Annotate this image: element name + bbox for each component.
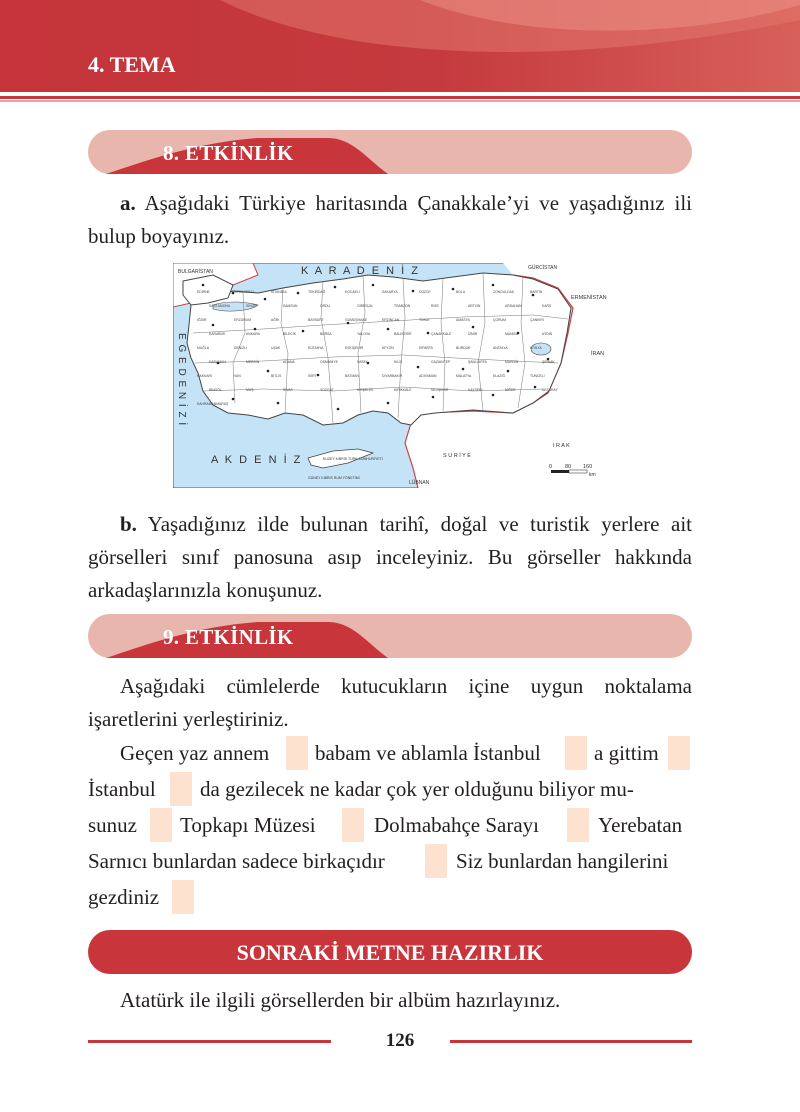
city-label: TUNCELİ [530, 374, 545, 378]
city-label: KOCAELİ [345, 290, 360, 294]
next-text-prep-title: SONRAKİ METNE HAZIRLIK [236, 940, 544, 965]
city-label: KARABÜK [209, 332, 226, 336]
footer-line-right [450, 1040, 692, 1043]
city-label: ADANA [283, 360, 295, 364]
punctuation-box[interactable] [567, 808, 589, 842]
city-label: SAKARYA [382, 290, 398, 294]
exercise-line-3: sunuz Topkapı Müzesi Dolmabahçe Sarayı Yerebatan [88, 808, 692, 842]
city-label: ERZİNCAN [382, 318, 400, 322]
activity-8a-text: a. Aşağıdaki Türkiye haritasında Çanakkale’yi ve yaşadığınız ili bulup boyayınız. [88, 191, 692, 248]
city-label: AĞRI [271, 318, 280, 322]
city-label: ORDU [320, 304, 330, 308]
city-label: AMASYA [456, 318, 470, 322]
label-ege: E G E D E N İ Z İ [176, 333, 187, 427]
city-label: BAYBURT [308, 318, 324, 322]
city-label: KAHRAMANMARAŞ [197, 402, 229, 406]
city-label: OSMANİYE [320, 360, 338, 364]
city-label: EDİRNE [197, 290, 210, 294]
city-label: NİĞDE [505, 388, 516, 392]
city-label: MANİSA [505, 332, 518, 336]
city-label: ŞANLIURFA [468, 360, 487, 364]
city-label: KIRIKKALE [394, 388, 412, 392]
city-label: BİLECİK [283, 332, 297, 336]
city-label: İZMİR [468, 332, 478, 336]
city-label: ÇANAKKALE [431, 332, 452, 336]
city-label: BURSA [320, 332, 332, 336]
punctuation-box[interactable] [172, 880, 194, 914]
page-number: 126 [385, 1030, 415, 1051]
city-label: BALIKESİR [394, 332, 412, 336]
city-label: BATMAN [345, 374, 359, 378]
next-text-prep-bar [88, 930, 692, 974]
city-label: HAKKARİ [197, 374, 212, 378]
punctuation-box[interactable] [286, 736, 308, 770]
city-label: ESKİŞEHİR [345, 346, 364, 350]
city-label: HATAY [357, 360, 368, 364]
city-label: ISPARTA [419, 346, 433, 350]
city-label: SİNOP [246, 304, 257, 308]
city-label: TRABZON [394, 304, 411, 308]
activity-9-bar [88, 614, 692, 658]
punctuation-box[interactable] [425, 844, 447, 878]
city-label: ÇANKIRI [530, 318, 544, 322]
city-label: UŞAK [271, 346, 281, 350]
city-label: MERSİN [246, 360, 260, 364]
city-label: KİLİS [394, 360, 403, 364]
exercise-line-1: Geçen yaz annem babam ve ablamla İstanbul a gittim [88, 736, 692, 770]
city-label: KIRKLARELİ [234, 290, 254, 294]
city-label: İSTANBUL [271, 290, 288, 294]
label-kibris: KUZEY KIBRIS TÜRK CUMHURİYETİ [323, 457, 383, 461]
city-label: BARTIN [530, 290, 543, 294]
label-bulgaristan: BULGARİSTAN [178, 269, 213, 275]
svg-text:80: 80 [565, 464, 572, 470]
city-label: BİNGÖL [209, 388, 222, 392]
activity-9-title: 9. ETKİNLİK [163, 625, 294, 649]
activity-8b-text: b. Yaşadığınız ilde bulunan tarihî, doğal ve turistik yerlere ait görselleri sınıf panosuna asıp inceleyiniz. Bu görseller hakkında arkadaşlarınızla konuşunuz. [88, 512, 692, 602]
svg-text:160: 160 [583, 464, 593, 470]
city-label: KAYSERİ [468, 388, 483, 392]
city-label: KÜTAHYA [308, 346, 324, 350]
label-irak: I R A K [553, 443, 570, 449]
punctuation-box[interactable] [170, 772, 192, 806]
city-label: YOZGAT [320, 388, 334, 392]
city-label: ANTALYA [493, 346, 508, 350]
city-label: BOLU [456, 290, 466, 294]
city-label: SİVAS [283, 388, 293, 392]
city-label: TEKİRDAĞ [308, 290, 326, 294]
city-label: SAMSUN [283, 304, 298, 308]
city-label: KIRŞEHİR [357, 388, 374, 392]
punctuation-box[interactable] [668, 736, 690, 770]
city-label: AFYON [382, 346, 394, 350]
city-label: ARDAHAN [505, 304, 522, 308]
next-text-prep-text: Atatürk ile ilgili görsellerden bir albüm hazırlayınız. [120, 988, 561, 1012]
label-karadeniz: K A R A D E N İ Z [301, 265, 420, 277]
label-lubnan: LÜBNAN [409, 480, 430, 486]
city-label: GİRESUN [357, 304, 373, 308]
exercise-line-5: gezdiniz [88, 880, 692, 914]
label-gurcistan: GÜRCİSTAN [528, 265, 558, 271]
city-label: AKSARAY [542, 388, 558, 392]
punctuation-box[interactable] [150, 808, 172, 842]
city-label: ŞIRNAK [542, 360, 555, 364]
city-label: NEVŞEHİR [431, 388, 449, 392]
city-label: YALOVA [357, 332, 371, 336]
city-label: ELAZIĞ [493, 374, 506, 378]
punctuation-box[interactable] [342, 808, 364, 842]
city-label: DÜZCE [419, 290, 431, 294]
city-label: VAN [234, 374, 241, 378]
theme-title: 4. TEMA [88, 52, 176, 77]
page-header [0, 0, 800, 110]
city-label: ÇORUM [493, 318, 506, 322]
city-label: MUŞ [246, 388, 254, 392]
city-label: ANKARA [246, 332, 260, 336]
activity-9-instruction: Aşağıdaki cümlelerde kutucukların içine uygun noktalama işaretlerini yerleştiriniz. [88, 674, 692, 731]
city-label: KONYA [530, 346, 542, 350]
city-label: ERZURUM [234, 318, 251, 322]
city-label: TOKAT [419, 318, 430, 322]
city-label: ZONGULDAK [493, 290, 515, 294]
label-iran: İRAN [591, 351, 605, 357]
label-ermenistan: ERMENİSTAN [571, 295, 607, 301]
svg-text:km: km [589, 472, 596, 478]
city-label: MALATYA [456, 374, 472, 378]
activity-8-bar [88, 130, 692, 174]
city-label: ARTVİN [468, 304, 481, 308]
city-label: KASTAMONU [209, 304, 231, 308]
city-label: IĞDIR [197, 318, 207, 322]
city-label: KARAMAN [209, 360, 226, 364]
city-label: BİTLİS [271, 374, 282, 378]
city-label: AYDIN [542, 332, 553, 336]
footer-line-left [88, 1040, 331, 1043]
city-label: DENİZLİ [234, 346, 247, 350]
city-label: SİİRT [308, 374, 317, 378]
exercise-line-2: İstanbul da gezilecek ne kadar çok yer olduğunu biliyor mu- [88, 772, 692, 806]
city-label: GAZİANTEP [431, 360, 451, 364]
label-guney-kibris: GÜNEY KIBRIS RUM YÖNETİMİ [308, 476, 360, 480]
city-label: RİZE [431, 304, 439, 308]
activity-8-title: 8. ETKİNLİK [163, 141, 294, 165]
city-label: MUĞLA [197, 346, 210, 350]
exercise-line-4: Sarnıcı bunlardan sadece birkaçıdır Siz bunlardan hangilerini [88, 844, 692, 878]
city-label: BURDUR [456, 346, 471, 350]
city-label: KARS [542, 304, 552, 308]
svg-text:0: 0 [549, 464, 553, 470]
label-suriye: S U R İ Y E [443, 453, 471, 459]
city-label: DİYARBAKIR [382, 374, 403, 378]
city-label: MARDİN [505, 360, 519, 364]
label-akdeniz: A K D E N İ Z [211, 454, 303, 466]
punctuation-box[interactable] [565, 736, 587, 770]
city-label: GÜMÜŞHANE [345, 318, 368, 322]
turkey-map [173, 263, 613, 488]
city-label: ADIYAMAN [419, 374, 437, 378]
